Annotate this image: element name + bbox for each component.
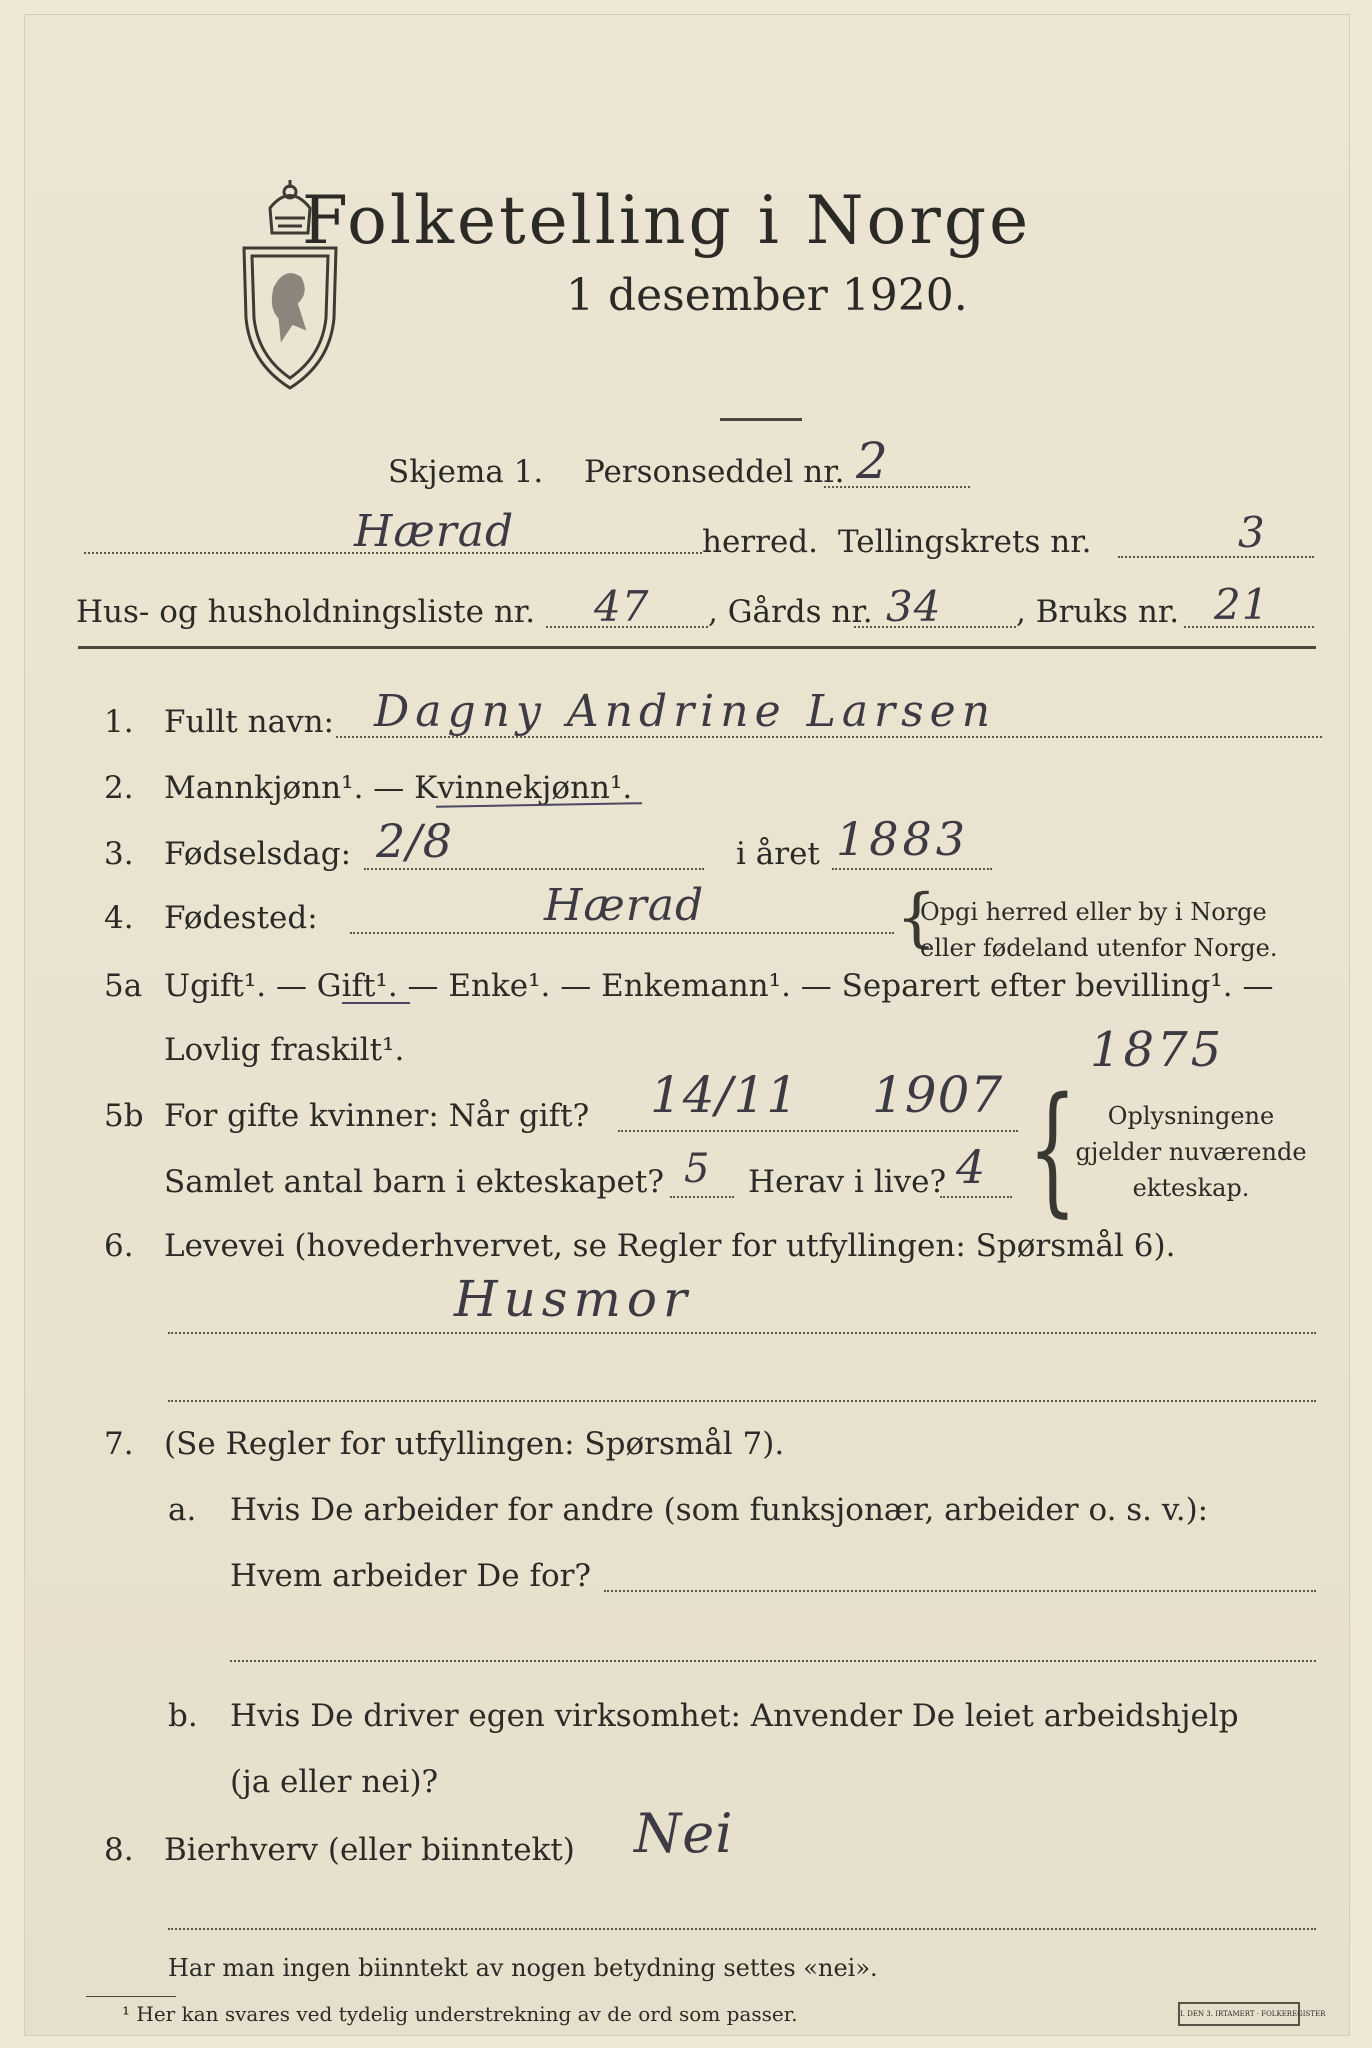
q8-value[interactable]: Nei — [634, 1802, 734, 1865]
q5b-note-1: Oplysningene — [1107, 1102, 1275, 1130]
q4-label: Fødested: — [164, 900, 318, 936]
q5b-note-2: gjelder nuværende — [1075, 1138, 1307, 1166]
q7a-letter: a. — [168, 1492, 197, 1528]
bruks-label: , Bruks nr. — [1016, 594, 1180, 630]
personseddel-value[interactable]: 2 — [856, 432, 889, 490]
q7-label: (Se Regler for utfyllingen: Spørsmål 7). — [164, 1426, 785, 1462]
q2-number: 2. — [104, 770, 134, 806]
q5b-note-3: ekteskap. — [1132, 1174, 1250, 1202]
census-form — [24, 14, 1350, 2036]
personseddel-label: Personseddel nr. — [584, 454, 845, 490]
personseddel-line — [824, 486, 970, 488]
form-title: Folketelling i Norge — [302, 182, 1032, 259]
q8-number: 8. — [104, 1832, 134, 1868]
q5b-alive-label: Herav i live? — [748, 1164, 947, 1200]
q4-note-1: Opgi herred eller by i Norge — [920, 898, 1267, 926]
q7a-label: Hvis De arbeider for andre (som funksjonær, arbeider o. s. v.): — [230, 1492, 1209, 1528]
tellingskrets-line — [1118, 556, 1314, 558]
q5b-alive[interactable]: 4 — [956, 1140, 987, 1194]
q3-label: Fødselsdag: — [164, 836, 352, 872]
census-date: 1 desember 1920. — [566, 270, 968, 321]
q4-value[interactable]: Hærad — [544, 880, 705, 931]
q6-value[interactable]: Husmor — [454, 1270, 693, 1328]
q5a-number: 5a — [104, 968, 143, 1004]
q3-year-label: i året — [736, 836, 820, 872]
tellingskrets-value[interactable]: 3 — [1238, 508, 1266, 557]
q5a-label-2: Lovlig fraskilt¹. — [164, 1032, 405, 1068]
footer-note: Har man ingen biinntekt av nogen betydning settes «nei». — [168, 1954, 878, 1982]
q5b-value[interactable]: 14/11 1907 — [650, 1066, 1004, 1124]
q5b-label-2: Samlet antal barn i ekteskapet? — [164, 1164, 664, 1200]
q5a-label: Ugift¹. — Gift¹. — Enke¹. — Enkemann¹. — Separert efter bevilling¹. — — [164, 968, 1274, 1004]
q5b-label: For gifte kvinner: Når gift? — [164, 1098, 590, 1134]
q7b-letter: b. — [168, 1698, 198, 1734]
footnote: ¹ Her kan svares ved tydelig understrekning av de ord som passer. — [122, 2002, 798, 2026]
tellingskrets-label: Tellingskrets nr. — [838, 524, 1092, 560]
title-divider — [720, 418, 802, 421]
q4-brace: { — [896, 881, 937, 955]
herred-value[interactable]: Hærad — [354, 506, 515, 557]
q3-year-line — [832, 868, 992, 870]
q3-number: 3. — [104, 836, 134, 872]
q2-label: Mannkjønn¹. — Kvinnekjønn¹. — [164, 770, 633, 806]
q7b-label-2: (ja eller nei)? — [230, 1764, 439, 1800]
bruks-value[interactable]: 21 — [1214, 580, 1270, 629]
q7b-label: Hvis De driver egen virksomhet: Anvender De leiet arbeidshjelp — [230, 1698, 1239, 1734]
q7a-line-1 — [604, 1590, 1316, 1592]
q7a-label-2: Hvem arbeider De for? — [230, 1558, 592, 1594]
q3-line — [364, 868, 704, 870]
q6-label: Levevei (hovederhvervet, se Regler for utfyllingen: Spørsmål 6). — [164, 1228, 1176, 1264]
q4-line — [350, 932, 894, 934]
printer-stamp: I. DEN 3. IRTAMERT · FOLKEREGISTER — [1178, 2002, 1300, 2026]
gards-value[interactable]: 34 — [886, 582, 942, 631]
q7-number: 7. — [104, 1426, 134, 1462]
gards-label: , Gårds nr. — [708, 594, 873, 630]
q5b-children[interactable]: 5 — [684, 1146, 711, 1192]
q4-note-2: eller fødeland utenfor Norge. — [920, 934, 1278, 962]
header-divider — [78, 646, 1316, 649]
q1-number: 1. — [104, 704, 134, 740]
q6-line-1 — [168, 1332, 1316, 1334]
q8-line — [168, 1928, 1316, 1930]
q5b-line — [618, 1130, 1018, 1132]
q7a-line-2 — [230, 1660, 1316, 1662]
hus-label: Hus- og husholdningsliste nr. — [76, 594, 536, 630]
footnote-divider — [86, 1996, 176, 1997]
q5b-brace: { — [1028, 1068, 1077, 1231]
q6-line-2 — [168, 1400, 1316, 1402]
q3-value[interactable]: 2/8 — [376, 814, 454, 868]
hus-value[interactable]: 47 — [594, 582, 650, 631]
q6-number: 6. — [104, 1228, 134, 1264]
q5b-alive-line — [940, 1196, 1012, 1198]
q8-label: Bierhverv (eller biinntekt) — [164, 1832, 575, 1868]
q1-value[interactable]: Dagny Andrine Larsen — [374, 686, 997, 737]
q3-year-value[interactable]: 1883 — [836, 812, 970, 866]
q5b-number: 5b — [104, 1098, 144, 1134]
herred-label: herred. — [702, 524, 818, 560]
schema-number: Skjema 1. — [388, 454, 544, 490]
q5b-extra[interactable]: 1875 — [1090, 1022, 1225, 1078]
q5a-underline-mark — [342, 1002, 410, 1004]
q4-number: 4. — [104, 900, 134, 936]
q1-label: Fullt navn: — [164, 704, 334, 740]
q5b-children-line — [670, 1196, 734, 1198]
